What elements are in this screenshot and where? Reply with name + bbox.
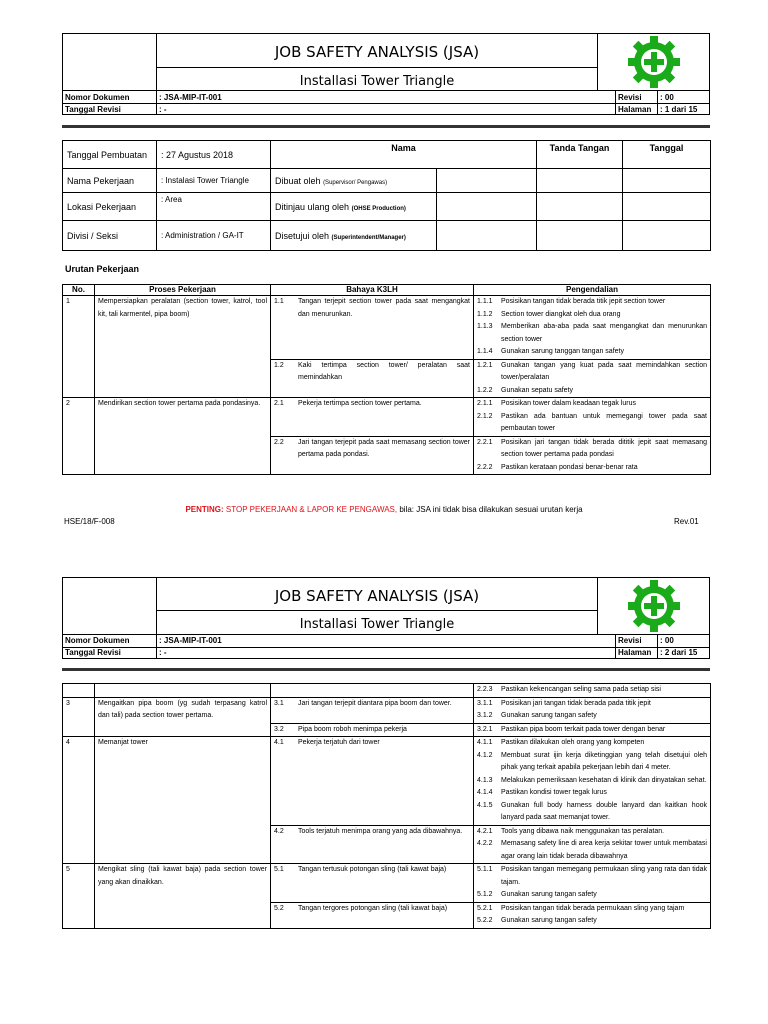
page1-safety-gear-icon	[625, 33, 683, 91]
penting-note	[0, 505, 768, 514]
list-item	[274, 360, 470, 385]
ditinjau-cell	[271, 193, 437, 221]
item-number: 3.2	[274, 725, 284, 733]
page2-revisi-label: Revisi	[618, 636, 642, 645]
penting-label: PENTING:	[185, 505, 224, 514]
dibuat-label: Dibuat oleh	[275, 175, 321, 186]
ditinjau-tanggal	[623, 193, 711, 221]
control-cell	[474, 436, 711, 475]
list-item	[477, 346, 707, 359]
disetujui-cell	[271, 221, 437, 251]
page2-meta-vline2	[615, 635, 616, 659]
col-bahaya: Bahaya K3LH	[271, 285, 474, 296]
item-text: Posisikan tangan tidak berada permukaan sling yang tajam	[501, 904, 685, 912]
row-proses: Mendirikan section tower pertama pada pondasinya.	[95, 398, 271, 475]
hazard-cell	[271, 296, 474, 360]
item-text: Posisikan tower dalam keadaan tegak lurus	[501, 400, 637, 407]
item-text: Gunakan full body harness double lanyard dan kaitkan hook lanyard pada saat memanjat tower.	[501, 801, 707, 821]
page1-footer-rev: Rev.01	[674, 517, 699, 526]
item-number: 3.1	[274, 699, 284, 707]
page1-jsa-table	[62, 284, 711, 475]
divisi-value: : Administration / GA-IT	[157, 221, 271, 251]
list-item	[477, 698, 707, 711]
item-number: 4.1.4	[477, 789, 493, 796]
item-text: Posisikan tangan tidak berada titik jepit section tower	[501, 298, 666, 305]
list-item	[274, 864, 470, 877]
page2-doc-title: JOB SAFETY ANALYSIS (JSA)	[274, 587, 480, 605]
item-text: Gunakan sepatu safety	[501, 386, 573, 394]
list-item	[477, 826, 707, 839]
item-text: Memasang safety line di area kerja sekitar tower untuk membatasi agar orang lain tidak berada dibawahnya	[501, 840, 707, 860]
item-text: Gunakan tangan yang kuat pada saat memindahkan section tower/peralatan	[501, 361, 707, 381]
item-number: 5.1.1	[477, 866, 493, 873]
page1-nomor-label: Nomor Dokumen	[65, 93, 130, 102]
page1-header-divider-logo	[597, 33, 598, 91]
list-item	[477, 724, 707, 737]
list-item	[477, 787, 707, 800]
list-item	[274, 296, 470, 321]
item-text: Pipa boom roboh menimpa pekerja	[298, 725, 407, 733]
table-row	[63, 684, 711, 698]
list-item	[477, 710, 707, 723]
nama-header: Nama	[271, 141, 537, 169]
list-item	[477, 864, 707, 889]
page1-header-rule	[62, 125, 710, 128]
item-text: Tangan tergores potongan sling (tali kawat baja)	[298, 904, 448, 912]
control-cell	[474, 398, 711, 437]
hazard-cell	[271, 723, 474, 737]
item-number: 3.2.1	[477, 725, 493, 733]
list-item	[477, 321, 707, 346]
disetujui-tanda	[537, 221, 623, 251]
item-number: 2.2.3	[477, 686, 493, 693]
item-number: 1.1.4	[477, 348, 493, 355]
list-item	[477, 360, 707, 385]
list-item	[477, 398, 707, 411]
page1-header-divider-h	[156, 67, 597, 68]
hazard-cell	[271, 436, 474, 475]
item-number: 2.2	[274, 438, 284, 446]
page2-tanggal-revisi-value: : -	[159, 648, 167, 657]
list-item	[274, 437, 470, 462]
page1-doc-title: JOB SAFETY ANALYSIS (JSA)	[274, 43, 480, 61]
page1-meta-vline2	[615, 91, 616, 115]
item-number: 2.1	[274, 400, 284, 407]
list-item	[477, 903, 707, 916]
col-no: No.	[63, 285, 95, 296]
divisi-label: Divisi / Seksi	[63, 221, 157, 251]
hazard-cell	[271, 864, 474, 903]
dibuat-tanggal	[623, 169, 711, 193]
item-text: Gunakan sarung tangan safety	[501, 712, 597, 719]
page1-footer-code: HSE/18/F-008	[64, 517, 115, 526]
page1-tanggal-revisi-label: Tanggal Revisi	[65, 105, 121, 114]
list-item	[274, 737, 470, 750]
item-text: Tangan terjepit section tower pada saat mengangkat dan menurunkan.	[298, 298, 470, 318]
page1-meta-vline3	[657, 91, 658, 115]
item-number: 2.2.2	[477, 463, 493, 471]
item-number: 4.1.1	[477, 739, 493, 746]
table-row	[63, 296, 711, 360]
list-item	[477, 838, 707, 863]
item-text: Membuat surat ijin kerja diketinggian yang telah disetujui oleh pihak yang terkait apabila pekerjaan lebih dari 4 meter.	[501, 751, 707, 771]
item-number: 5.2.1	[477, 904, 493, 912]
item-number: 4.1	[274, 739, 284, 746]
dibuat-role: (Supervisor/ Pengawas)	[323, 179, 388, 186]
page2-tanggal-revisi-label: Tanggal Revisi	[65, 648, 121, 657]
tgl-label: Tanggal Pembuatan	[63, 141, 157, 169]
page1-halaman-label: Halaman	[618, 105, 652, 114]
list-item	[274, 698, 470, 711]
item-text: Melakukan pemeriksaan kesehatan di klinik dan dinyatakan sehat.	[501, 776, 707, 784]
list-item	[274, 398, 470, 411]
item-text: Pekerja tertimpa section tower pertama.	[298, 400, 422, 407]
list-item	[477, 437, 707, 462]
pekerjaan-label: Nama Pekerjaan	[63, 169, 157, 193]
item-text: Pastikan kekencangan seling sama pada setiap sisi	[501, 686, 661, 693]
item-number: 1.2.2	[477, 386, 493, 394]
dibuat-tanda	[537, 169, 623, 193]
row-proses: Mengaitkan pipa boom (yg sudah terpasang katrol dan tali) pada section tower pertama.	[95, 697, 271, 737]
page1-halaman-value: : 1 dari 15	[660, 105, 698, 114]
item-number: 2.2.1	[477, 438, 493, 446]
row-no	[63, 684, 95, 698]
item-number: 3.1.1	[477, 699, 493, 707]
item-number: 1.1.2	[477, 310, 493, 318]
control-cell	[474, 697, 711, 723]
item-number: 1.1	[274, 298, 284, 305]
row-no: 2	[63, 398, 95, 475]
row-proses	[95, 684, 271, 698]
page1-meta-hline	[62, 103, 710, 104]
list-item	[477, 385, 707, 398]
item-text: Tangan tertusuk potongan sling (tali kawat baja)	[298, 866, 447, 873]
disetujui-tanggal	[623, 221, 711, 251]
item-number: 5.2	[274, 904, 284, 912]
item-number: 2.1.1	[477, 400, 493, 407]
list-item	[477, 800, 707, 825]
item-text: Section tower diangkat oleh dua orang	[501, 310, 621, 318]
tanggal-header: Tanggal	[623, 141, 711, 169]
page2-doc-subtitle: Installasi Tower Triangle	[299, 617, 455, 632]
item-number: 4.2.1	[477, 827, 493, 835]
tgl-value: : 27 Agustus 2018	[157, 141, 271, 169]
item-text: Gunakan sarung tangan safety	[501, 917, 597, 924]
penting-rest: bila: JSA ini tidak bisa dilakukan sesuai urutan kerja	[399, 505, 583, 514]
control-cell	[474, 723, 711, 737]
list-item	[477, 889, 707, 902]
control-cell	[474, 737, 711, 826]
list-item	[477, 684, 707, 697]
item-number: 4.1.3	[477, 776, 493, 784]
page2-nomor-label: Nomor Dokumen	[65, 636, 130, 645]
page2-header-divider-logo	[597, 577, 598, 635]
item-text: Jari tangan terjepit pada saat memasang section tower pertama pada pondasi.	[298, 438, 470, 458]
item-number: 5.1.2	[477, 891, 493, 898]
list-item	[477, 915, 707, 928]
disetujui-label: Disetujui oleh	[275, 230, 330, 241]
item-text: Posisikan tangan memegang permukaan sling yang rata dan tidak tajam.	[501, 866, 707, 886]
control-cell	[474, 864, 711, 903]
item-text: Pastikan ada bantuan untuk memegangi tower pada saat pembautan tower	[501, 412, 707, 432]
row-no: 5	[63, 864, 95, 929]
row-no: 4	[63, 737, 95, 864]
list-item	[477, 309, 707, 322]
list-item	[274, 826, 470, 839]
item-number: 5.2.2	[477, 917, 493, 924]
list-item	[477, 462, 707, 475]
control-cell	[474, 296, 711, 360]
item-text: Jari tangan terjepit diantara pipa boom dan tower.	[298, 699, 452, 707]
page2-nomor-value: : JSA-MIP-IT-001	[159, 636, 222, 645]
item-number: 2.1.2	[477, 412, 493, 420]
table-row	[63, 737, 711, 826]
item-number: 1.1.3	[477, 323, 493, 330]
control-cell	[474, 684, 711, 698]
item-text: Posisikan jari tangan tidak berada dititik jepit saat memasang section tower pertama pada pondasi	[501, 438, 707, 458]
hazard-cell	[271, 398, 474, 437]
col-proses: Proses Pekerjaan	[95, 285, 271, 296]
lokasi-value: : Area	[157, 193, 271, 221]
disetujui-role: (Superintendent/Manager)	[331, 234, 406, 241]
list-item	[274, 903, 470, 916]
item-text: Posisikan jari tangan tidak berada pada titik jepit	[501, 699, 651, 707]
item-text: Pekerja terjatuh dari tower	[298, 739, 380, 746]
item-number: 5.1	[274, 866, 284, 873]
page2-halaman-value: : 2 dari 15	[660, 648, 698, 657]
info-table	[62, 140, 711, 251]
table-row	[63, 697, 711, 723]
page2-safety-gear-icon	[625, 577, 683, 635]
page1-doc-subtitle: Installasi Tower Triangle	[299, 74, 455, 89]
control-cell	[474, 825, 711, 864]
control-cell	[474, 359, 711, 398]
item-text: Pastikan kerataan pondasi benar-benar rata	[501, 463, 638, 471]
item-number: 1.2	[274, 361, 284, 369]
ditinjau-nama	[437, 193, 537, 221]
page1-meta-vline1	[156, 91, 157, 115]
page2-meta-vline1	[156, 635, 157, 659]
list-item	[477, 411, 707, 436]
hazard-cell	[271, 697, 474, 723]
item-number: 1.1.1	[477, 298, 493, 305]
item-text: Memberikan aba-aba pada saat mengangkat dan menurunkan section tower	[501, 323, 707, 343]
page2-header-divider-h	[156, 610, 597, 611]
item-number: 1.2.1	[477, 361, 493, 369]
item-text: Pastikan kondisi tower tegak lurus	[501, 789, 607, 796]
ditinjau-tanda	[537, 193, 623, 221]
lokasi-label: Lokasi Pekerjaan	[63, 193, 157, 221]
disetujui-nama	[437, 221, 537, 251]
list-item	[477, 296, 707, 309]
tanda-header: Tanda Tangan	[537, 141, 623, 169]
item-number: 3.1.2	[477, 712, 493, 719]
item-number: 4.1.2	[477, 751, 493, 759]
item-text: Gunakan sarung tangan safety	[501, 891, 597, 898]
ditinjau-label: Ditinjau ulang oleh	[275, 201, 350, 212]
list-item	[477, 775, 707, 788]
item-number: 4.2.2	[477, 840, 493, 847]
row-proses: Mempersiapkan peralatan (section tower, katrol, tool kit, tali karmentel, pipa boom)	[95, 296, 271, 398]
page2-revisi-value: : 00	[660, 636, 674, 645]
pekerjaan-value: : Instalasi Tower Triangle	[157, 169, 271, 193]
page1-revisi-value: : 00	[660, 93, 674, 102]
list-item	[477, 750, 707, 775]
penting-stop: STOP PEKERJAAN & LAPOR KE PENGAWAS,	[225, 505, 398, 514]
urutan-label: Urutan Pekerjaan	[65, 264, 140, 274]
row-no: 1	[63, 296, 95, 398]
control-cell	[474, 902, 711, 928]
item-text: Tools terjatuh menimpa orang yang ada dibawahnya.	[298, 827, 463, 835]
table-row	[63, 398, 711, 437]
table-row	[63, 864, 711, 903]
page1-tanggal-revisi-value: : -	[159, 105, 167, 114]
ditinjau-role: (OHSE Production)	[351, 205, 406, 212]
item-number: 4.2	[274, 827, 284, 835]
page1-nomor-value: : JSA-MIP-IT-001	[159, 93, 222, 102]
item-text: Pastikan dilakukan oleh orang yang kompeten	[501, 739, 645, 746]
hazard-cell	[271, 902, 474, 928]
list-item	[274, 724, 470, 737]
table-header-row	[63, 285, 711, 296]
hazard-cell	[271, 359, 474, 398]
page2-halaman-label: Halaman	[618, 648, 652, 657]
list-item	[477, 737, 707, 750]
hazard-cell	[271, 684, 474, 698]
page2-header-rule	[62, 668, 710, 671]
row-proses: Memanjat tower	[95, 737, 271, 864]
page1-revisi-label: Revisi	[618, 93, 642, 102]
item-text: Tools yang dibawa naik menggunakan tas peralatan.	[501, 827, 665, 835]
row-no: 3	[63, 697, 95, 737]
item-text: Gunakan sarung tanggan tangan safety	[501, 348, 624, 355]
dibuat-cell	[271, 169, 437, 193]
item-number: 4.1.5	[477, 801, 493, 809]
hazard-cell	[271, 825, 474, 864]
hazard-cell	[271, 737, 474, 826]
item-text: Pastikan pipa boom terkait pada tower dengan benar	[501, 725, 666, 733]
page2-jsa-table	[62, 683, 711, 929]
item-text: Kaki tertimpa section tower/ peralatan saat memindahkan	[298, 361, 470, 381]
col-pengendalian: Pengendalian	[474, 285, 711, 296]
page2-meta-vline3	[657, 635, 658, 659]
dibuat-nama	[437, 169, 537, 193]
row-proses: Mengikat sling (tali kawat baja) pada section tower yang akan dinaikkan.	[95, 864, 271, 929]
